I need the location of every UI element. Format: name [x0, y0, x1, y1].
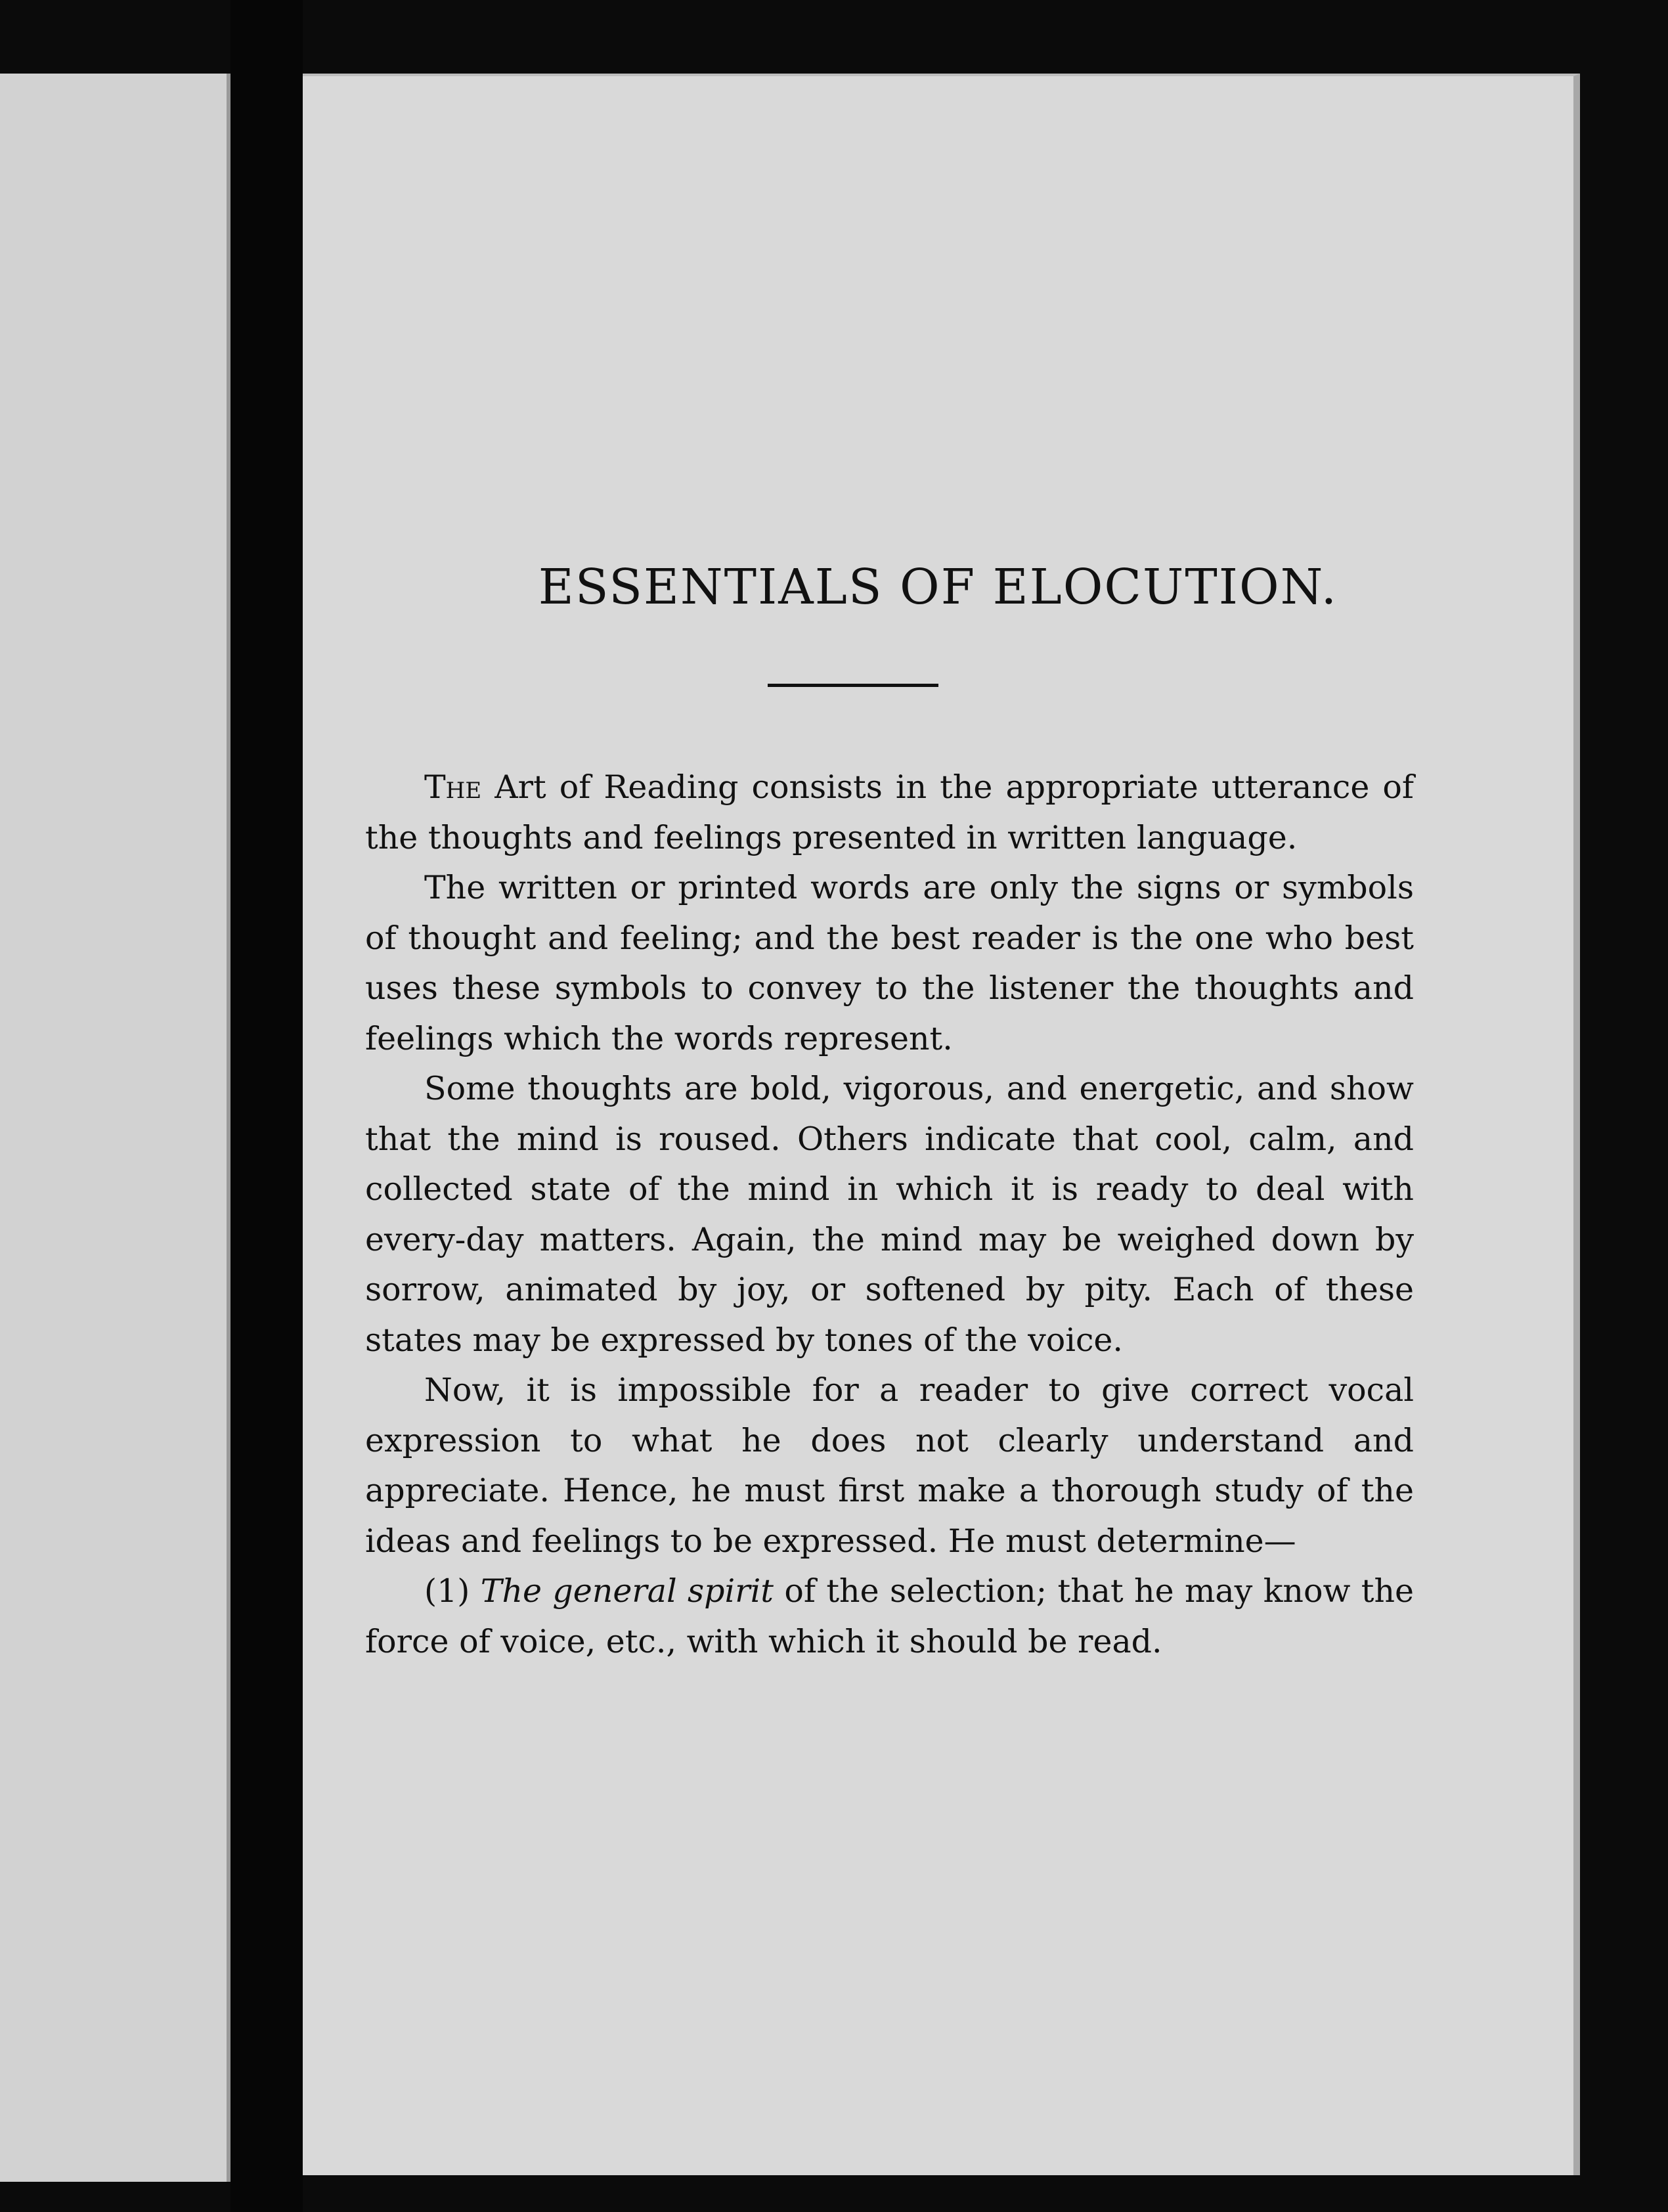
- paragraph-5: [365, 1566, 1414, 1667]
- body-text: [365, 763, 1414, 1667]
- paragraph-text: Now, it is impossible for a reader to give correct vocal expression to what he does not clearly understand and appreciate. Hence, he must first make a thorough study of the ideas and feelings to be expressed. He must determine—: [365, 1371, 1414, 1560]
- paragraph-text: Art of Reading consists in the appropriate utterance of the thoughts and feelings presented in written language.: [365, 768, 1414, 856]
- emphasized-phrase: The general spirit: [480, 1572, 774, 1610]
- page-title: ESSENTIALS OF ELOCUTION.: [538, 559, 1338, 615]
- book-gutter: [230, 0, 303, 2212]
- paragraph-3: [365, 1064, 1414, 1365]
- list-number: (1): [424, 1572, 481, 1610]
- paragraph-2: [365, 863, 1414, 1064]
- paragraph-text: The written or printed words are only the signs or symbols of thought and feeling; and the best reader is the one who best uses these symbols to convey to the listener the thoughts and feelings which the words represent.: [365, 869, 1414, 1057]
- paragraph-text: of the selection; that he may know the force of voice, etc., with which it should be read.: [365, 1572, 1415, 1660]
- paragraph-4: [365, 1365, 1414, 1566]
- facing-page-edge: [0, 74, 230, 2182]
- paragraph-lead-word: The: [424, 768, 482, 806]
- paragraph-text: Some thoughts are bold, vigorous, and energetic, and show that the mind is roused. Others indicate that cool, calm, and collected state of the mind in which it is ready to deal with every-day matters. Again, the mind may be weighed down by sorrow, animated by joy, or softened by pity. Each of these states may be expressed by tones of the voice.: [365, 1070, 1414, 1359]
- book-page: [303, 74, 1580, 2175]
- title-divider: [768, 684, 938, 687]
- paragraph-1: [365, 763, 1414, 863]
